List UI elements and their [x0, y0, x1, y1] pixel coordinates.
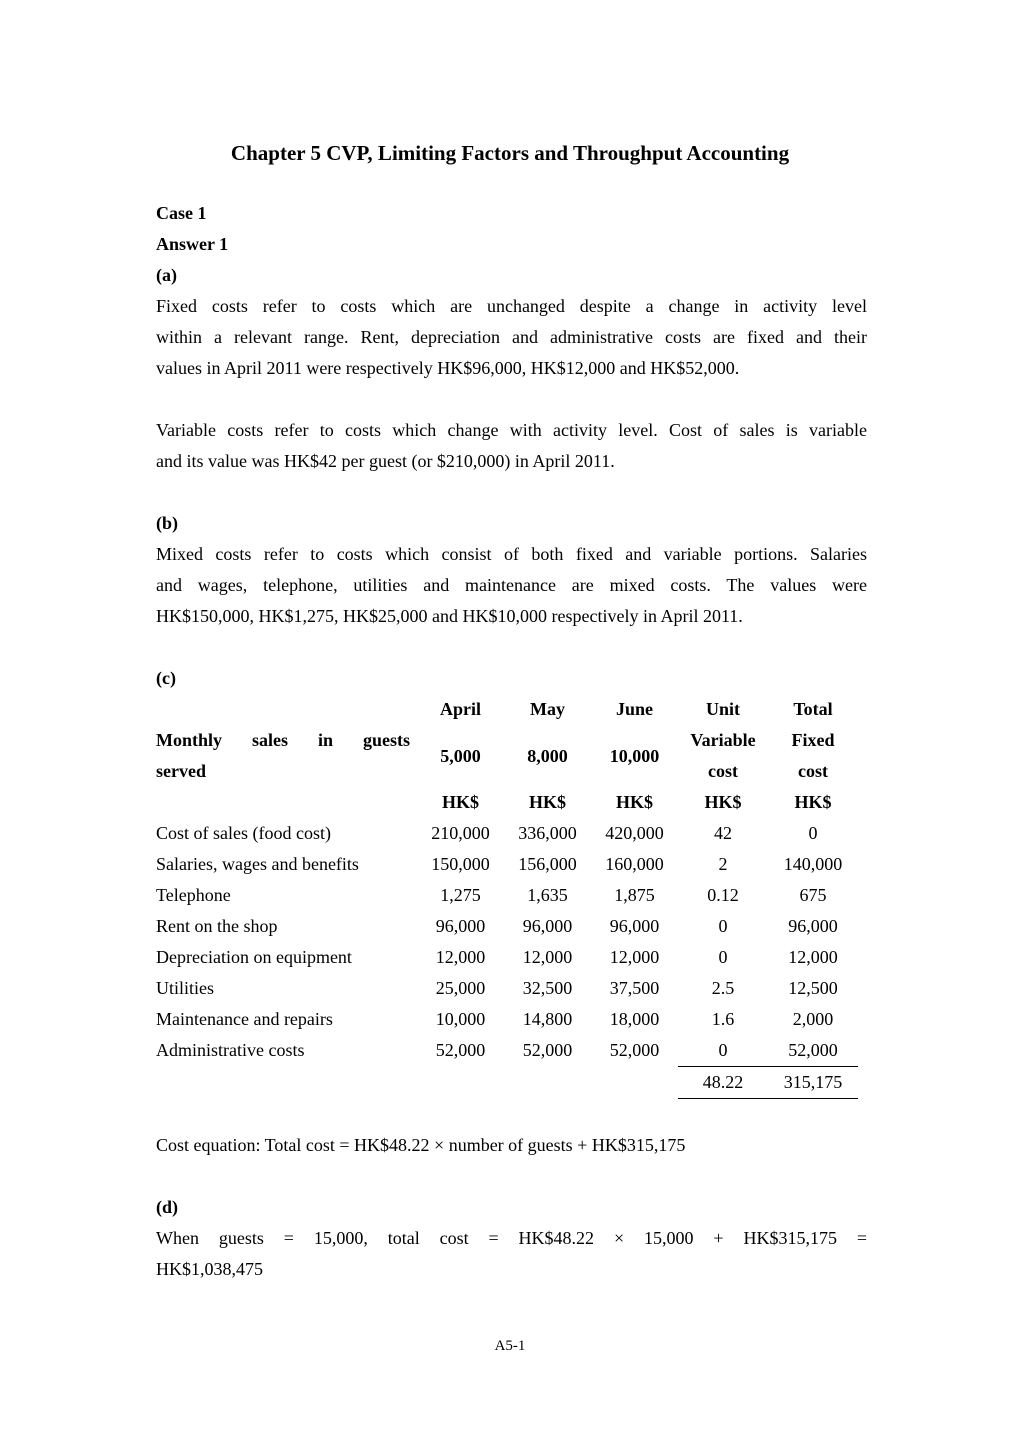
part-d-label: (d)	[156, 1197, 178, 1217]
month-header: June	[615, 699, 653, 719]
table-header-row	[156, 725, 858, 756]
row-label: Telephone	[156, 885, 231, 905]
case-heading: Case 1	[156, 203, 207, 223]
cost-equation: Cost equation: Total cost = HK$48.22 × number of guests + HK$315,175	[156, 1135, 686, 1155]
part-a-text-line: and its value was HK$42 per guest (or $210,000) in April 2011.	[156, 451, 615, 471]
table-row	[156, 973, 858, 1004]
row-value: 1,875	[614, 885, 655, 905]
currency-label: HK$	[441, 792, 479, 812]
guests-value: 10,000	[609, 745, 660, 766]
row-value: 0	[718, 1040, 728, 1060]
unit-variable-header: Variable	[690, 730, 756, 750]
row-label: Maintenance and repairs	[156, 1009, 333, 1029]
row-value: 420,000	[605, 823, 664, 843]
page-number: A5-1	[494, 1338, 526, 1354]
row-value: 1.6	[711, 1009, 735, 1029]
row-value: 25,000	[435, 978, 486, 998]
row-label: Depreciation on equipment	[156, 947, 352, 967]
currency-label: HK$	[794, 792, 832, 812]
row-value: 160,000	[605, 854, 664, 874]
row-label: Rent on the shop	[156, 916, 278, 936]
row-value: 96,000	[522, 916, 573, 936]
row-value: 156,000	[518, 854, 577, 874]
month-header: May	[530, 699, 565, 719]
row-value: 336,000	[518, 823, 577, 843]
month-header: April	[439, 699, 481, 719]
row-value: 12,000	[788, 947, 838, 967]
cost-table	[156, 694, 858, 1099]
row-value: 12,000	[522, 947, 573, 967]
table-header-row	[156, 694, 858, 725]
currency-row	[156, 787, 858, 818]
total-fixed-total: 315,175	[768, 1067, 858, 1099]
total-fixed-header: Fixed	[791, 730, 835, 750]
totals-row	[156, 1067, 858, 1099]
page-title: Chapter 5 CVP, Limiting Factors and Throughput Accounting	[230, 141, 790, 165]
row-value: 52,000	[435, 1040, 486, 1061]
row-value: 96,000	[609, 916, 660, 936]
row-value: 10,000	[435, 1009, 486, 1029]
row-value: 0.12	[707, 885, 739, 905]
row-value: 37,500	[609, 978, 660, 998]
cost-rows	[156, 818, 858, 1067]
row-value: 12,000	[435, 947, 486, 967]
row-value: 12,500	[788, 978, 838, 998]
part-c-label: (c)	[156, 668, 176, 688]
part-b-text-line: HK$150,000, HK$1,275, HK$25,000 and HK$10,000 respectively in April 2011.	[156, 606, 743, 626]
currency-label: HK$	[704, 792, 742, 812]
table-row	[156, 818, 858, 849]
row-value: 96,000	[788, 916, 838, 936]
row-value: 42	[714, 823, 732, 843]
table-row	[156, 1035, 858, 1067]
row-value: 18,000	[609, 1009, 660, 1029]
row-value: 96,000	[435, 916, 486, 936]
row-label: Cost of sales (food cost)	[156, 823, 331, 843]
row-label: Salaries, wages and benefits	[156, 854, 359, 874]
row-label: Utilities	[156, 978, 214, 998]
table-row	[156, 880, 858, 911]
row-value: 1,275	[440, 885, 481, 905]
row-value: 52,000	[788, 1040, 838, 1060]
currency-label: HK$	[615, 792, 653, 812]
sales-label-line2: served	[156, 761, 206, 781]
row-value: 150,000	[431, 854, 490, 874]
row-value: 0	[808, 823, 818, 843]
total-fixed-header: cost	[798, 761, 828, 781]
part-a-text-line: within a relevant range. Rent, depreciation and administrative costs are fixed and their	[156, 327, 867, 347]
unit-variable-header: Unit	[705, 699, 740, 719]
row-value: 2	[718, 854, 728, 874]
row-value: 12,000	[609, 947, 660, 967]
sales-label: Monthly sales in guests	[156, 730, 410, 750]
total-fixed-header: Total	[793, 699, 833, 719]
guests-value: 5,000	[440, 745, 481, 766]
document-body	[156, 198, 867, 1285]
table-row	[156, 1004, 858, 1035]
row-value: 52,000	[609, 1040, 660, 1061]
unit-variable-total: 48.22	[678, 1067, 768, 1099]
row-value: 210,000	[431, 823, 490, 843]
row-value: 0	[718, 916, 728, 936]
row-value: 0	[718, 947, 728, 967]
row-label: Administrative costs	[156, 1040, 305, 1061]
currency-label: HK$	[528, 792, 566, 812]
row-value: 1,635	[527, 885, 568, 905]
part-a-text-line: Variable costs refer to costs which change with activity level. Cost of sales is variable	[156, 420, 867, 440]
row-value: 2.5	[711, 978, 735, 998]
table-row	[156, 911, 858, 942]
row-value: 675	[799, 885, 827, 905]
part-b-label: (b)	[156, 513, 178, 533]
part-a-text-line: Fixed costs refer to costs which are unchanged despite a change in activity level	[156, 296, 867, 316]
row-value: 14,800	[522, 1009, 573, 1029]
table-row	[156, 849, 858, 880]
table-row	[156, 942, 858, 973]
part-a-text-line: values in April 2011 were respectively HK$96,000, HK$12,000 and HK$52,000.	[156, 358, 740, 378]
part-d-text-line: When guests = 15,000, total cost = HK$48.22 × 15,000 + HK$315,175 =	[156, 1228, 867, 1248]
part-d-text-line: HK$1,038,475	[156, 1259, 263, 1279]
row-value: 32,500	[522, 978, 573, 998]
part-b-text-line: and wages, telephone, utilities and maintenance are mixed costs. The values were	[156, 575, 867, 595]
answer-heading: Answer 1	[156, 234, 229, 254]
unit-variable-header: cost	[708, 761, 738, 781]
row-value: 2,000	[792, 1009, 834, 1029]
part-b-text-line: Mixed costs refer to costs which consist of both fixed and variable portions. Salaries	[156, 544, 867, 564]
part-a-label: (a)	[156, 265, 177, 285]
guests-value: 8,000	[527, 745, 568, 766]
row-value: 140,000	[783, 854, 843, 874]
row-value: 52,000	[522, 1040, 573, 1061]
